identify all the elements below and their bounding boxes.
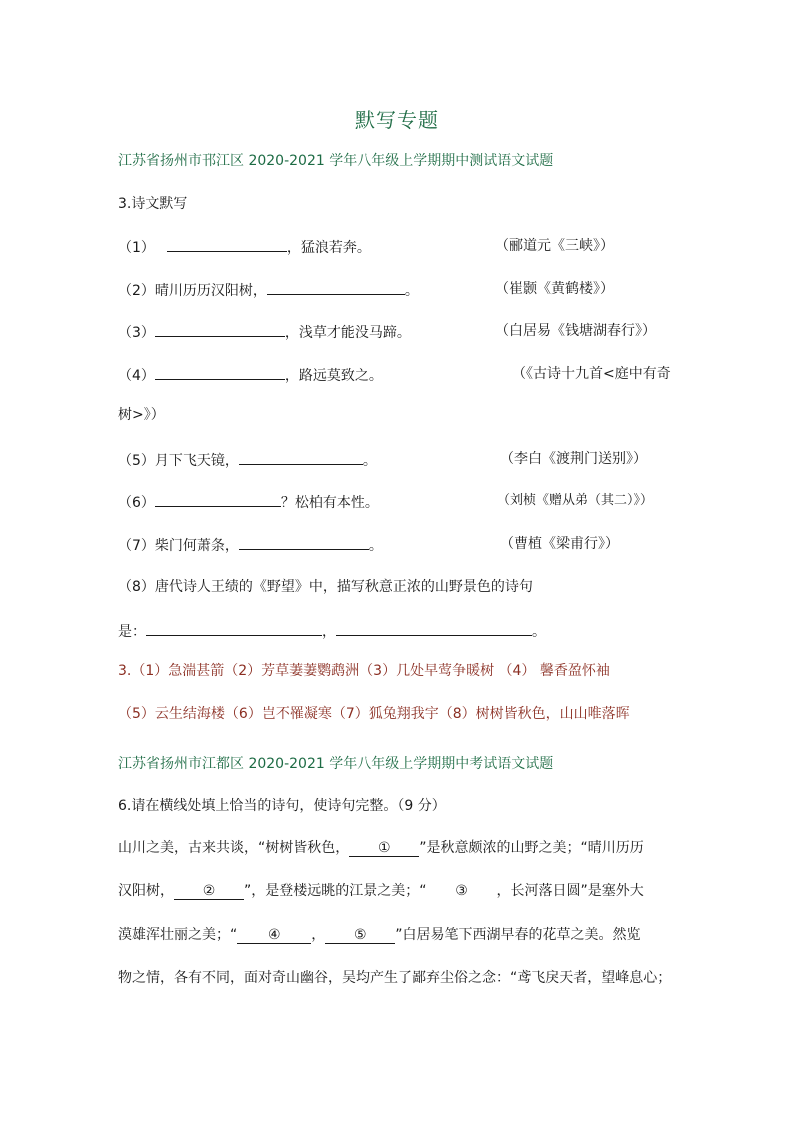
item-text: ？松柏有本性。 [280,495,379,511]
item-source: （曹植《梁甫行》） [500,536,619,552]
answer-blank-5[interactable]: ⑤ [325,925,395,944]
item-source: （崔颢《黄鹤楼》） [495,281,614,297]
answer-blank[interactable] [167,236,287,252]
fill-item [118,491,379,513]
answer-blank-1[interactable]: ① [349,838,419,857]
item-number: （6） [118,495,155,511]
item-text: 。 [362,453,377,469]
fill-item [118,279,419,301]
item-text: 。 [368,538,383,554]
item-text: 晴川历历汉阳树， [154,283,267,299]
paragraph-line: 物之情，各有不同，面对奇山幽谷，吴均产生了鄙弃尘俗之念：“鸢飞戾天者，望峰息心； [118,970,672,986]
paragraph-text: ，长河落日圆”是塞外大 [496,883,644,899]
paragraph-line [118,925,641,945]
paragraph-text: ”，是登楼远眺的江景之美；“ [244,883,427,899]
item-number: （2） [118,283,155,299]
paragraph-text: ”是秋意颇浓的山野之美；“晴川历历 [419,840,644,856]
answer-blank[interactable] [267,279,405,295]
item-number: （1） [118,240,155,256]
item-source: （李白《渡荆门送别》） [500,451,647,467]
answer-blank[interactable] [155,321,285,337]
item-text: 柴门何萧条， [154,538,239,554]
item-text: 。 [404,283,419,299]
answer-blank[interactable] [239,534,369,550]
paragraph-text: 汉阳树， [118,883,174,899]
item-text: ，猛浪若奔。 [286,240,371,256]
answer-key-line: 3.（1）急湍甚箭（2）芳草萋萋鹦鹉洲（3）几处早莺争暖树 （4） 馨香盈怀袖 [118,663,610,679]
paragraph-line [118,838,644,858]
fill-item-text: （8）唐代诗人王绩的《野望》中，描写秋意正浓的山野景色的诗句 [118,579,533,595]
fill-item [118,364,383,386]
question-label: 3.诗文默写 [118,196,188,212]
answer-blank-2[interactable]: ② [174,881,244,900]
item-source: （郦道元《三峡》） [495,238,614,254]
fill-item [118,534,383,556]
paragraph-text: ， [311,927,326,943]
fill-item [118,620,546,642]
answer-blank[interactable] [336,620,532,636]
answer-blank-3[interactable]: ③ [455,883,468,899]
answer-blank[interactable] [146,620,322,636]
item-number: （4） [118,368,155,384]
item-source: （《古诗十九首<庭中有奇 [512,366,671,382]
answer-blank[interactable] [155,364,285,380]
item-text: 月下飞天镜， [154,453,239,469]
answer-blank-4[interactable]: ④ [237,925,311,944]
item-text: 。 [532,624,546,640]
paragraph-text: 漠雄浑壮丽之美；“ [118,927,238,943]
section-heading: 江苏省扬州市邗江区 2020-2021 学年八年级上学期期中测试语文试题 [118,153,554,169]
item-source-continued: 树>》） [118,407,165,423]
item-text: 是： [118,624,146,640]
item-number: （7） [118,538,155,554]
answer-blank[interactable] [239,449,363,465]
question-label: 6.请在横线处填上恰当的诗句，使诗句完整。（9 分） [118,798,446,814]
page-title: 默写专题 [355,108,439,132]
paragraph-text: 山川之美，古来共谈，“树树皆秋色， [118,840,350,856]
item-source: （白居易《钱塘湖春行》） [495,323,656,339]
answer-blank[interactable] [155,491,281,507]
paragraph-line [118,881,644,901]
item-source: （刘桢《赠从弟（其二）》） [497,493,654,508]
answer-key-line: （5）云生结海楼（6）岂不罹凝寒（7）狐兔翔我宇（8）树树皆秋色，山山唯落晖 [118,706,630,722]
item-text: ， [322,624,336,640]
fill-item [118,449,377,471]
fill-item [118,236,371,258]
paragraph-text: ”白居易笔下西湖早春的花草之美。然览 [395,927,641,943]
section-heading: 江苏省扬州市江都区 2020-2021 学年八年级上学期期中考试语文试题 [118,756,554,772]
item-text: ，路远莫致之。 [284,368,383,384]
item-number: （3） [118,325,155,341]
fill-item [118,321,411,343]
item-text: ，浅草才能没马蹄。 [284,325,411,341]
item-number: （5） [118,453,155,469]
